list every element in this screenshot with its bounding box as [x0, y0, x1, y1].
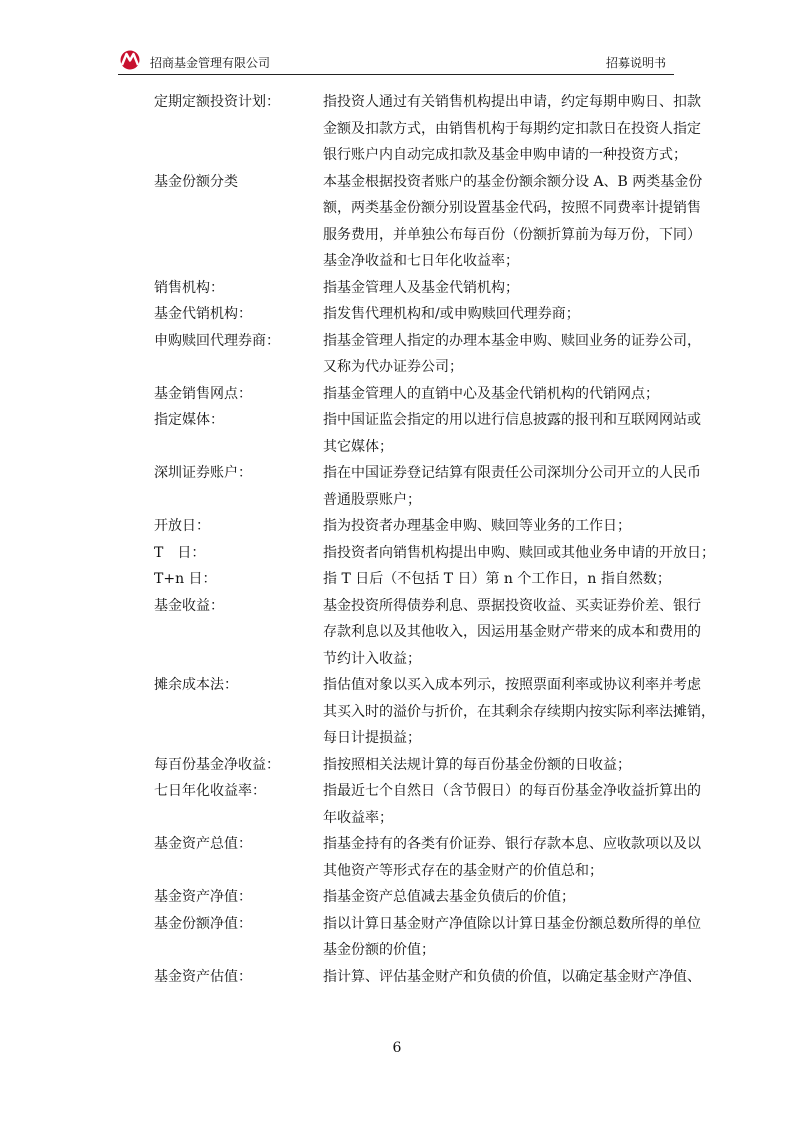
definition-row	[0, 328, 794, 381]
definition-line: 存款利息以及其他收入，因运用基金财产带来的成本和费用的	[323, 624, 701, 640]
definition-row	[0, 911, 794, 964]
definition-line: 指估值对象以买入成本列示，按照票面利率或协议利率并考虑	[323, 677, 701, 693]
definition-term: 开放日：	[154, 518, 210, 534]
definition-term: 每百份基金净收益：	[154, 756, 280, 773]
definition-line: 每日计提损益；	[323, 730, 421, 746]
definition-row	[0, 89, 794, 169]
definition-text	[323, 301, 701, 328]
definition-text	[323, 381, 701, 408]
definition-text	[323, 752, 701, 779]
definition-line: 服务费用，并单独公布每百份（份额折算前为每万份，下同）	[323, 226, 701, 243]
definition-row	[0, 301, 794, 328]
definition-text	[323, 407, 701, 460]
definition-row	[0, 593, 794, 673]
company-name: 招商基金管理有限公司	[150, 56, 271, 70]
definition-term: 基金资产总值：	[154, 836, 252, 852]
definition-line: 指基金管理人及基金代销机构；	[323, 279, 519, 296]
header-rule	[118, 74, 674, 75]
definition-row	[0, 540, 794, 567]
definition-line: 金额及扣款方式，由销售机构于每期约定扣款日在投资人指定	[323, 120, 701, 137]
company-logo	[118, 48, 142, 70]
definition-term: T 日：	[154, 544, 206, 561]
definition-text	[323, 593, 701, 673]
definition-row	[0, 778, 794, 831]
definition-line: 指 T 日后（不包括 T 日）第 n 个工作日，n 指自然数；	[323, 571, 671, 587]
document-type: 招募说明书	[605, 56, 666, 70]
definition-row	[0, 169, 794, 275]
definition-text	[323, 89, 701, 169]
definition-row	[0, 964, 794, 991]
definition-text	[323, 169, 701, 275]
definition-text	[323, 831, 701, 884]
definition-text	[323, 275, 701, 302]
definition-line: 额，两类基金份额分别设置基金代码，按照不同费率计提销售	[323, 200, 701, 216]
definition-term: T+n 日：	[154, 571, 217, 587]
definition-term: 基金代销机构：	[154, 306, 252, 322]
definition-row	[0, 513, 794, 540]
definition-text	[323, 778, 701, 831]
definition-row	[0, 672, 794, 752]
definition-line: 基金投资所得债券利息、票据投资收益、买卖证券价差、银行	[323, 597, 701, 614]
definition-text	[323, 884, 701, 911]
definition-term: 基金份额净值：	[154, 915, 252, 932]
definition-row	[0, 884, 794, 911]
definition-row	[0, 381, 794, 408]
definition-line: 指投资人通过有关销售机构提出申请，约定每期申购日、扣款	[323, 94, 701, 110]
definition-line: 银行账户内自动完成扣款及基金申购申请的一种投资方式；	[323, 147, 687, 163]
definition-text	[323, 460, 701, 513]
definition-line: 其它媒体；	[323, 438, 393, 455]
definition-term: 七日年化收益率：	[154, 783, 266, 799]
definition-row	[0, 566, 794, 593]
definition-line: 基金净收益和七日年化收益率；	[323, 253, 519, 269]
definition-line: 指基金管理人指定的办理本基金申购、赎回业务的证券公司，	[323, 332, 701, 349]
definition-line: 指在中国证券登记结算有限责任公司深圳分公司开立的人民币	[323, 465, 701, 481]
definition-text	[323, 328, 701, 381]
definition-line: 普通股票账户；	[323, 491, 421, 508]
definition-term: 深圳证券账户：	[154, 465, 252, 481]
definition-term: 基金资产净值：	[154, 889, 252, 905]
definition-line: 年收益率；	[323, 809, 393, 826]
definition-term: 定期定额投资计划：	[154, 94, 280, 110]
definition-row	[0, 831, 794, 884]
definition-term: 基金份额分类	[154, 173, 238, 190]
page-header	[118, 48, 674, 76]
definition-line: 基金份额的价值；	[323, 942, 435, 958]
definition-line: 指基金管理人的直销中心及基金代销机构的代销网点；	[323, 385, 659, 402]
page-number: 6	[392, 1040, 402, 1056]
definition-line: 本基金根据投资者账户的基金份额余额分设 A、B 两类基金份	[323, 173, 703, 190]
definition-line: 其他资产等形式存在的基金财产的价值总和；	[323, 862, 603, 879]
definition-row	[0, 275, 794, 302]
definition-line: 指发售代理机构和/或申购赎回代理券商；	[323, 306, 580, 322]
definition-text	[323, 964, 701, 991]
definition-term: 销售机构：	[154, 279, 224, 296]
definition-text	[323, 540, 715, 567]
definition-line: 指基金资产总值减去基金负债后的价值；	[323, 889, 575, 905]
definition-line: 指按照相关法规计算的每百份基金份额的日收益；	[323, 756, 631, 773]
definition-line: 其买入时的溢价与折价，在其剩余存续期内按实际利率法摊销，	[323, 703, 715, 720]
definition-text	[323, 566, 701, 593]
definition-line: 指计算、评估基金财产和负债的价值，以确定基金财产净值、	[323, 968, 701, 985]
definition-line: 指基金持有的各类有价证券、银行存款本息、应收款项以及以	[323, 836, 701, 852]
definition-term: 基金资产估值：	[154, 968, 252, 985]
definition-line: 指最近七个自然日（含节假日）的每百份基金净收益折算出的	[323, 783, 701, 799]
definition-term: 基金收益：	[154, 597, 224, 614]
definition-term: 基金销售网点：	[154, 385, 252, 402]
definition-line: 指中国证监会指定的用以进行信息披露的报刊和互联网网站或	[323, 412, 701, 428]
definition-line: 指为投资者办理基金申购、赎回等业务的工作日；	[323, 518, 631, 534]
definition-row	[0, 407, 794, 460]
definition-row	[0, 460, 794, 513]
definition-line: 又称为代办证券公司；	[323, 359, 463, 375]
definition-line: 指以计算日基金财产净值除以计算日基金份额总数所得的单位	[323, 915, 701, 932]
definition-term: 申购赎回代理券商：	[154, 332, 280, 349]
definitions-list	[0, 89, 794, 990]
definition-row	[0, 752, 794, 779]
definition-term: 摊余成本法：	[154, 677, 238, 693]
definition-text	[323, 911, 701, 964]
definition-line: 节约计入收益；	[323, 650, 421, 667]
definition-line: 指投资者向销售机构提出申购、赎回或其他业务申请的开放日；	[323, 544, 715, 561]
definition-text	[323, 513, 701, 540]
definition-text	[323, 672, 715, 752]
definition-term: 指定媒体：	[154, 412, 224, 428]
